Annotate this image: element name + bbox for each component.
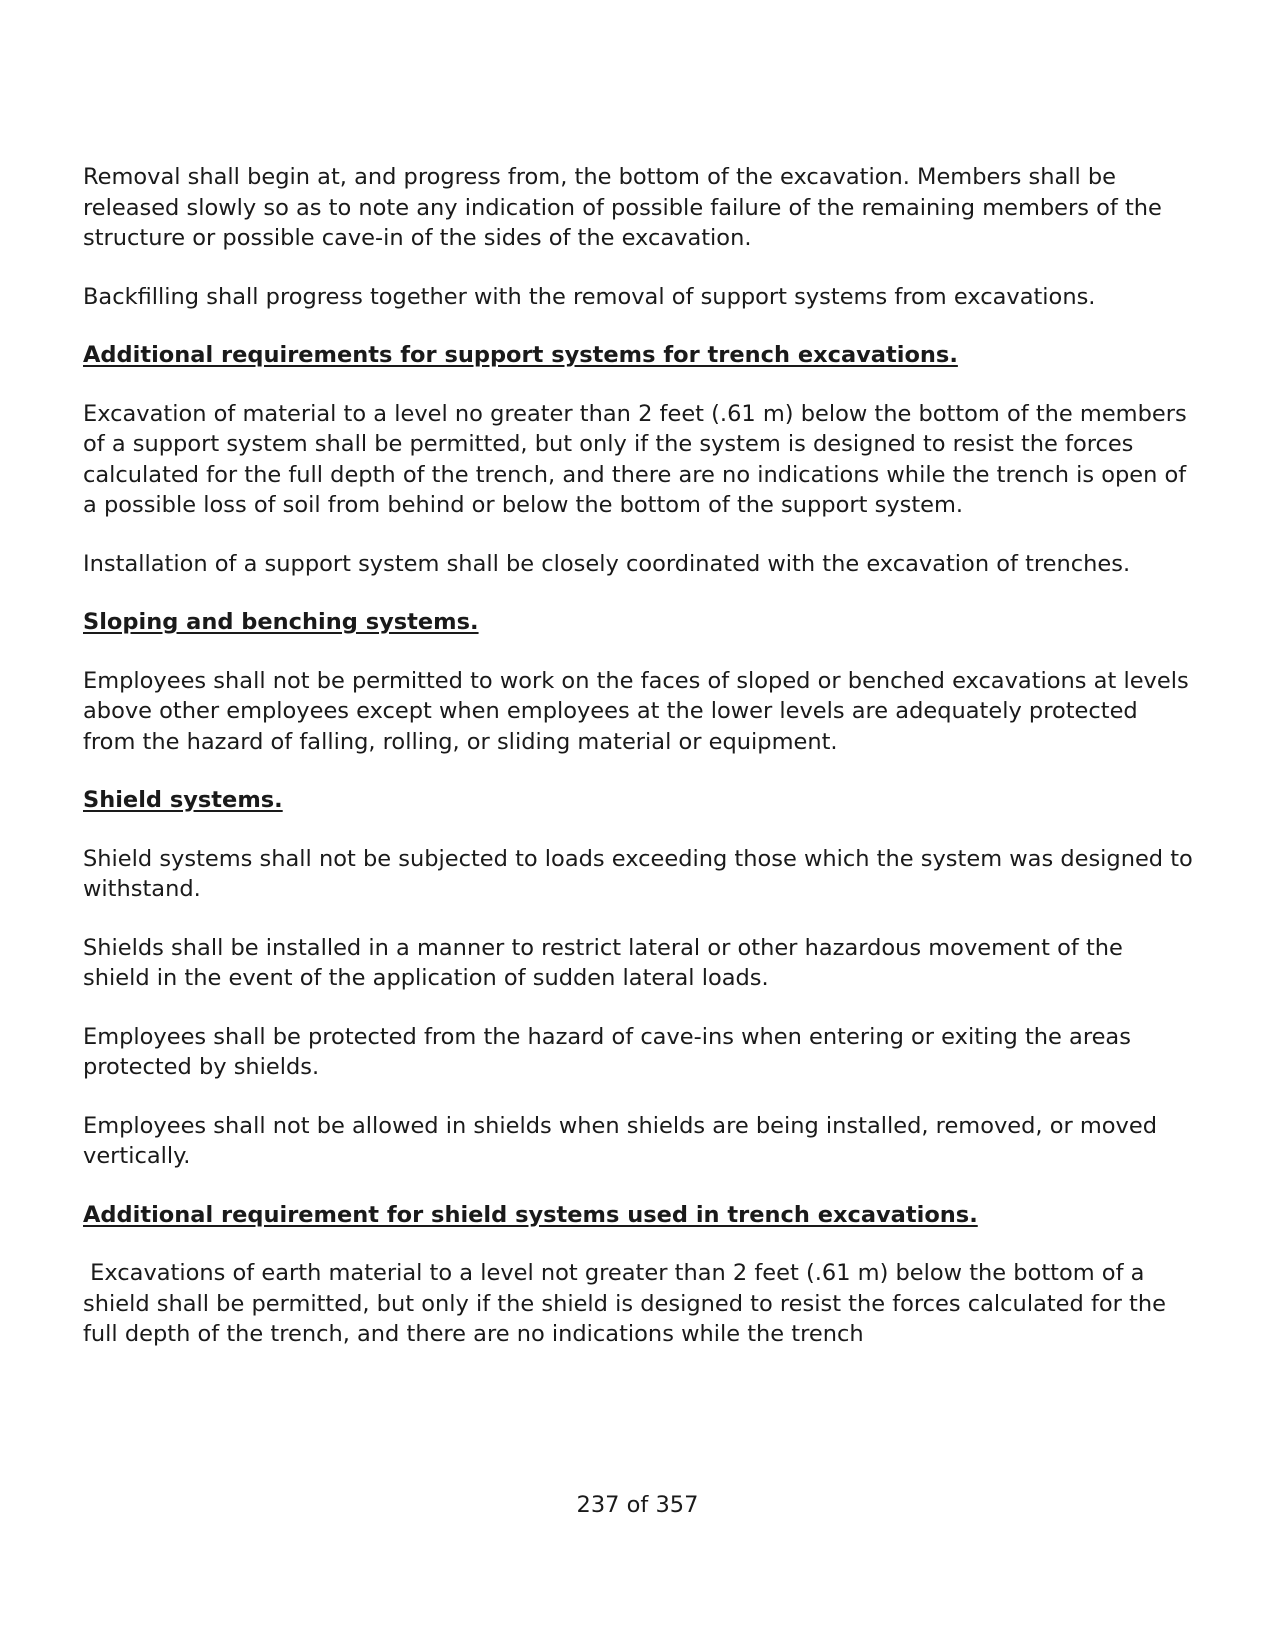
- heading-sloping-benching: Sloping and benching systems.: [83, 609, 479, 635]
- paragraph-installation-coordination: Installation of a support system shall be closely coordinated with the excavation of trenches.: [83, 550, 1131, 577]
- paragraph-shield-entry-exit: Employees shall be protected from the hazard of cave-ins when entering or exiting the areas protected by shields.: [83, 1023, 1131, 1080]
- heading-shield-systems: Shield systems.: [83, 787, 283, 813]
- paragraph-shield-installation: Shields shall be installed in a manner to restrict lateral or other hazardous movement of the shield in the event of the application of sudden lateral loads.: [83, 934, 1123, 991]
- document-body: [83, 162, 1193, 1378]
- heading-trench-support-requirements: Additional requirements for support systems for trench excavations.: [83, 342, 958, 368]
- paragraph-excavation-below-shield: Excavations of earth material to a level not greater than 2 feet (.61 m) below the bottom of a shield shall be permitted, but only if the shield is designed to resist the forces calculated for the full depth of the trench, and there are no indications while the trench: [83, 1260, 1174, 1347]
- heading-trench-shield-requirement: Additional requirement for shield systems used in trench excavations.: [83, 1201, 978, 1228]
- page-number: 237 of 357: [576, 1492, 699, 1518]
- paragraph-sloped-faces: Employees shall not be permitted to work on the faces of sloped or benched excavations at levels above other employees except when employees at the lower levels are adequately protected from the hazard of falling, rolling, or sliding material or equipment.: [83, 667, 1189, 755]
- paragraph-removal: Removal shall begin at, and progress from, the bottom of the excavation. Members shall be released slowly so as to note any indication of possible failure of the remaining members of the structure or possible cave-in of the sides of the excavation.: [83, 164, 1162, 251]
- paragraph-excavation-below-support: Excavation of material to a level no greater than 2 feet (.61 m) below the bottom of the members of a support system shall be permitted, but only if the system is designed to resist the forces calculated for the full depth of the trench, and there are no indications while the trench is open of a possible loss of soil from behind or below the bottom of the support system.: [83, 400, 1187, 518]
- paragraph-backfilling: Backfilling shall progress together with the removal of support systems from excavations.: [83, 283, 1096, 310]
- paragraph-shield-loads: Shield systems shall not be subjected to loads exceeding those which the system was designed to withstand.: [83, 845, 1193, 902]
- paragraph-shield-movement: Employees shall not be allowed in shields when shields are being installed, removed, or moved vertically.: [83, 1112, 1158, 1169]
